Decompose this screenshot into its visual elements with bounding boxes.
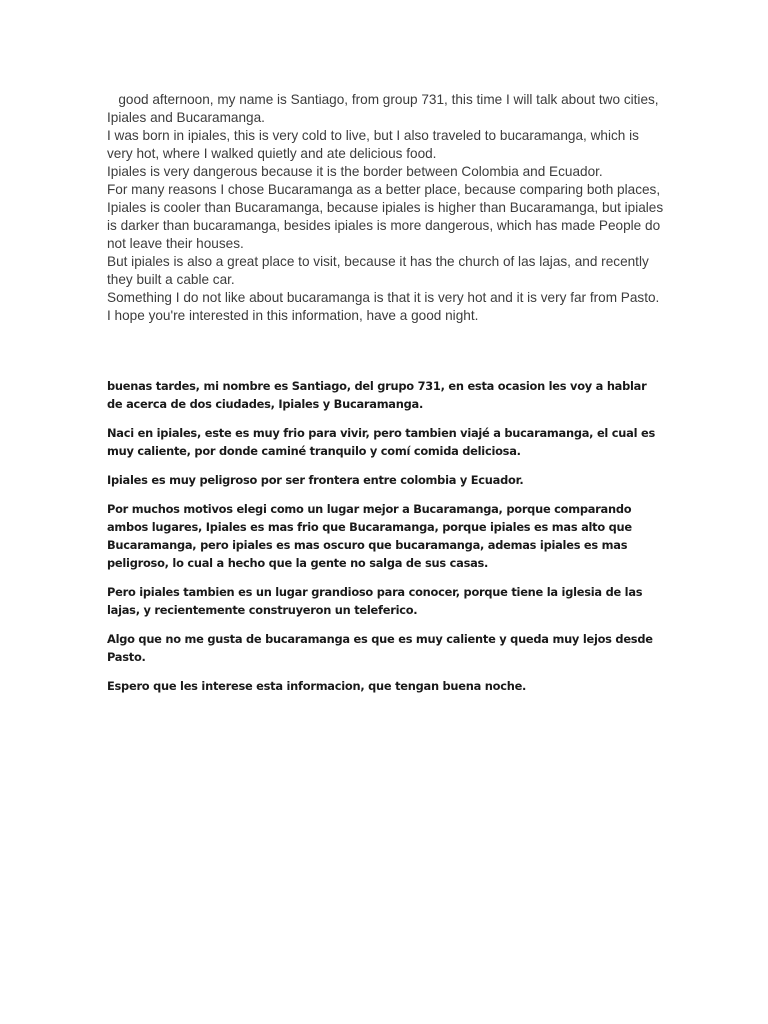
spanish-paragraph: buenas tardes, mi nombre es Santiago, del grupo 731, en esta ocasion les voy a hablar de acerca de dos ciudades, Ipiales y Bucaramanga. xyxy=(107,379,647,411)
english-paragraph: For many reasons I chose Bucaramanga as a better place, because comparing both places, Ipiales is cooler than Bucaramanga, because ipiales is higher than Bucaramanga, but ipiales is darker than bucaramanga, besides ipiales is more dangerous, which has made People do not leave their houses. xyxy=(107,182,667,251)
english-paragraph: Something I do not like about bucaramanga is that it is very hot and it is very far from Pasto. xyxy=(107,290,660,305)
spanish-paragraph: Algo que no me gusta de bucaramanga es que es muy caliente y queda muy lejos desde Pasto. xyxy=(107,632,653,664)
spanish-paragraph: Naci en ipiales, este es muy frio para vivir, pero tambien viajé a bucaramanga, el cual es muy caliente, por donde caminé tranquilo y comí comida deliciosa. xyxy=(107,426,655,458)
spanish-paragraph: Ipiales es muy peligroso por ser frontera entre colombia y Ecuador. xyxy=(107,473,524,487)
english-paragraph: Ipiales is very dangerous because it is the border between Colombia and Ecuador. xyxy=(107,164,603,179)
spanish-paragraph: Pero ipiales tambien es un lugar grandioso para conocer, porque tiene la iglesia de las lajas, y recientemente construyeron un teleferico. xyxy=(107,585,643,617)
english-paragraph: I was born in ipiales, this is very cold to live, but I also traveled to bucaramanga, which is very hot, where I walked quietly and ate delicious food. xyxy=(107,128,643,161)
english-paragraph: I hope you're interested in this information, have a good night. xyxy=(107,308,479,323)
english-paragraph: good afternoon, my name is Santiago, from group 731, this time I will talk about two cities, Ipiales and Bucaramanga. xyxy=(107,92,663,125)
english-text-block xyxy=(107,91,667,325)
spanish-text-block xyxy=(107,377,663,706)
spanish-paragraph: Espero que les interese esta informacion, que tengan buena noche. xyxy=(107,679,527,693)
english-paragraph: But ipiales is also a great place to visit, because it has the church of las lajas, and recently they built a cable car. xyxy=(107,254,653,287)
spanish-paragraph: Por muchos motivos elegi como un lugar mejor a Bucaramanga, porque comparando ambos lugares, Ipiales es mas frio que Bucaramanga, porque ipiales es mas alto que Bucaramanga, pero ipiales es mas oscuro que bucaramanga, ademas ipiales es mas peligroso, lo cual a hecho que la gente no salga de sus casas. xyxy=(107,502,632,570)
